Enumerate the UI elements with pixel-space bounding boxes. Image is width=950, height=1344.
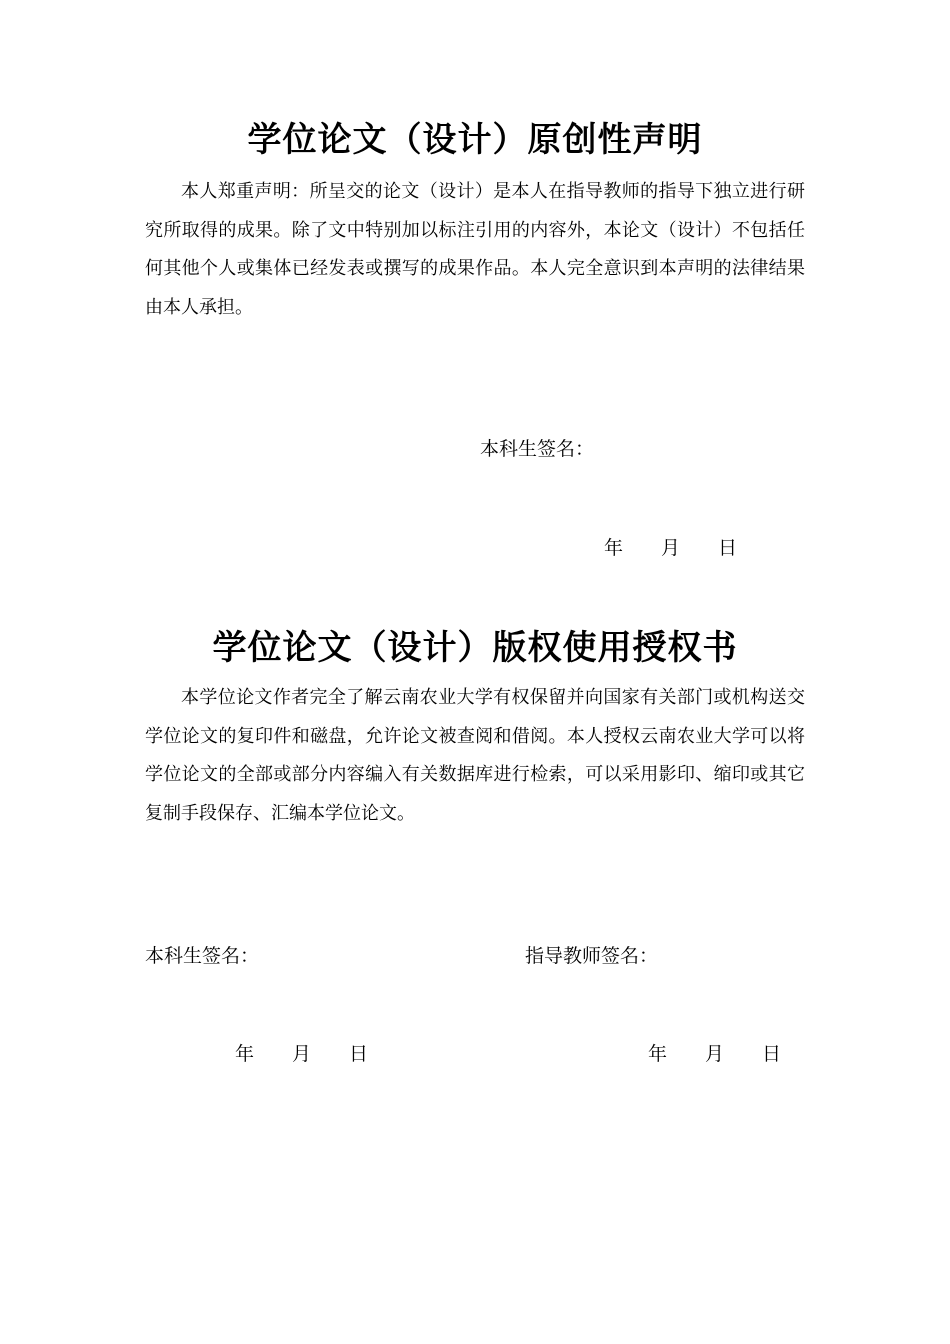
advisor-date-year: 年 [648,1043,668,1065]
student-date-day: 日 [349,1043,369,1065]
authorization-student-date [235,1042,368,1066]
declaration-student-signature-label: 本科生签名： [480,438,595,460]
declaration-date-year: 年 [604,537,624,559]
declaration-date [604,536,737,560]
advisor-date-month: 月 [705,1043,725,1065]
student-date-month: 月 [292,1043,312,1065]
student-date-year: 年 [235,1043,255,1065]
authorization-advisor-signature-label: 指导教师签名： [525,945,659,967]
authorization-advisor-date [648,1042,781,1066]
advisor-date-day: 日 [762,1043,782,1065]
authorization-title: 学位论文（设计）版权使用授权书 [212,628,738,668]
authorization-student-signature-label: 本科生签名： [145,945,260,967]
declaration-title: 学位论文（设计）原创性声明 [247,120,703,160]
declaration-date-day: 日 [718,537,738,559]
authorization-body: 本学位论文作者完全了解云南农业大学有权保留并向国家有关部门或机构送交学位论文的复印件和磁盘，允许论文被查阅和借阅。本人授权云南农业大学可以将学位论文的全部或部分内容编入有关数据库进行检索，可以采用影印、缩印或其它复制手段保存、汇编本学位论文。 [145,687,805,824]
declaration-date-month: 月 [661,537,681,559]
declaration-body: 本人郑重声明：所呈交的论文（设计）是本人在指导教师的指导下独立进行研究所取得的成果。除了文中特别加以标注引用的内容外，本论文（设计）不包括任何其他个人或集体已经发表或撰写的成果作品。本人完全意识到本声明的法律结果由本人承担。 [145,181,805,318]
